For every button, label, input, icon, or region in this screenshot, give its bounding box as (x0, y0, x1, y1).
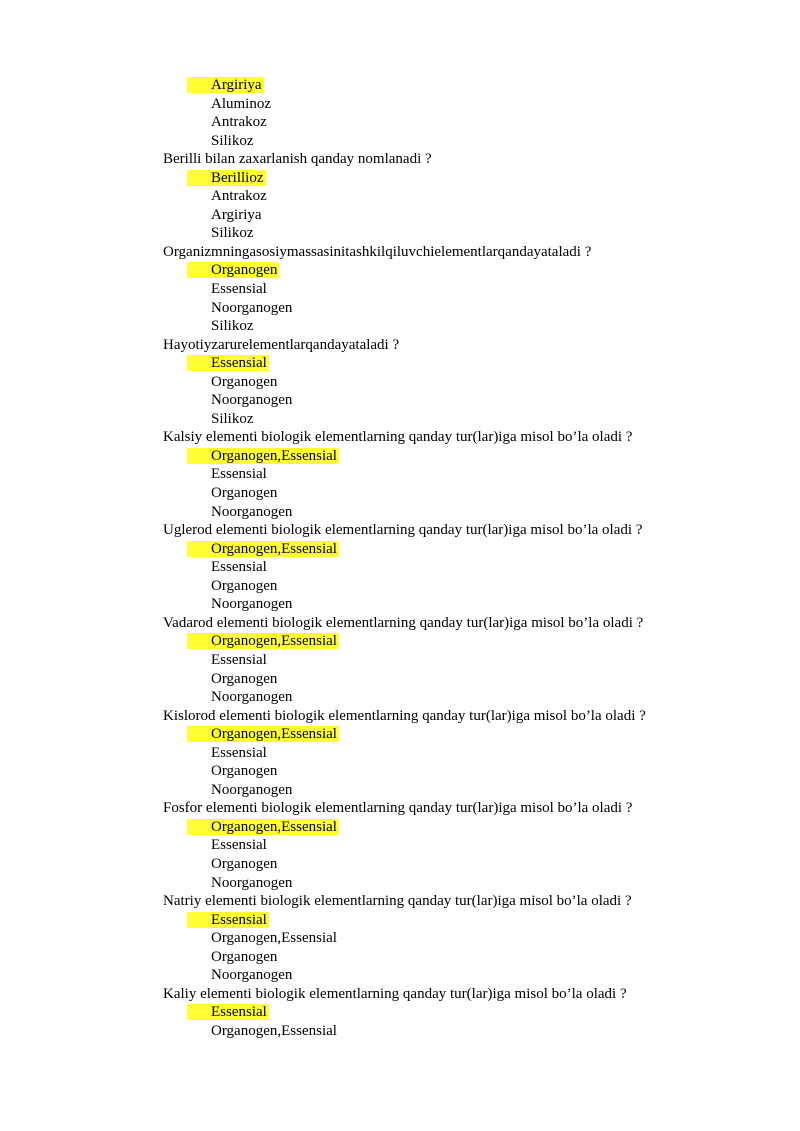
question-text: Fosfor elementi biologik elementlarning qanday tur(lar)iga misol bo’la oladi ? (163, 800, 633, 817)
answer-option: Noorganogen (211, 503, 293, 520)
correct-answer-row (163, 1003, 763, 1022)
highlighted-answer: Berillioz (187, 170, 266, 186)
question-text: Natriy elementi biologik elementlarning qanday tur(lar)iga misol bo’la oladi ? (163, 893, 632, 910)
question-text: Organizmningasosiymassasinitashkilqiluvchielementlarqandayataladi ? (163, 243, 592, 260)
answer-option: Noorganogen (211, 689, 293, 706)
highlighted-answer: Argiriya (187, 77, 264, 93)
answer-option: Silikoz (211, 410, 254, 427)
correct-answer-row (163, 447, 763, 466)
correct-answer-row (163, 76, 763, 95)
answer-option: Essensial (211, 744, 267, 761)
highlighted-answer: Essensial (187, 1004, 269, 1020)
highlighted-answer: Organogen,Essensial (187, 448, 339, 464)
correct-answer-row (163, 540, 763, 559)
answer-option: Organogen (211, 373, 278, 390)
correct-answer-row (163, 725, 763, 744)
highlighted-answer: Organogen,Essensial (187, 541, 339, 557)
question-text: Kalsiy elementi biologik elementlarning qanday tur(lar)iga misol bo’la oladi ? (163, 429, 633, 446)
answer-option: Noorganogen (211, 967, 293, 984)
answer-option: Argiriya (211, 206, 262, 223)
correct-answer-row (163, 632, 763, 651)
highlighted-answer: Essensial (187, 912, 269, 928)
answer-option: Silikoz (211, 225, 254, 242)
highlighted-answer: Organogen,Essensial (187, 726, 339, 742)
answer-option: Organogen (211, 763, 278, 780)
correct-answer-row (163, 911, 763, 930)
answer-option: Aluminoz (211, 95, 271, 112)
answer-option: Noorganogen (211, 596, 293, 613)
answer-option: Organogen (211, 855, 278, 872)
answer-option: Organogen (211, 577, 278, 594)
correct-answer-row (163, 169, 763, 188)
highlighted-answer: Organogen,Essensial (187, 819, 339, 835)
answer-option: Essensial (211, 559, 267, 576)
answer-option: Silikoz (211, 132, 254, 149)
answer-option: Antrakoz (211, 114, 267, 131)
answer-option: Noorganogen (211, 874, 293, 891)
answer-option: Noorganogen (211, 392, 293, 409)
answer-option: Organogen,Essensial (211, 1022, 337, 1039)
answer-option: Noorganogen (211, 299, 293, 316)
question-text: Kislorod elementi biologik elementlarning qanday tur(lar)iga misol bo’la oladi ? (163, 707, 646, 724)
quiz-content (163, 76, 763, 1040)
answer-option: Noorganogen (211, 781, 293, 798)
answer-option: Essensial (211, 466, 267, 483)
highlighted-answer: Organogen (187, 262, 279, 278)
correct-answer-row (163, 354, 763, 373)
question-text: Vadarod elementi biologik elementlarning qanday tur(lar)iga misol bo’la oladi ? (163, 614, 644, 631)
answer-option: Organogen (211, 948, 278, 965)
answer-option: Organogen,Essensial (211, 930, 337, 947)
question-text: Uglerod elementi biologik elementlarning qanday tur(lar)iga misol bo’la oladi ? (163, 522, 643, 539)
highlighted-answer: Organogen,Essensial (187, 633, 339, 649)
answer-option: Essensial (211, 651, 267, 668)
answer-option: Essensial (211, 837, 267, 854)
question-text: Kaliy elementi biologik elementlarning qanday tur(lar)iga misol bo’la oladi ? (163, 985, 627, 1002)
answer-option: Essensial (211, 281, 267, 298)
highlighted-answer: Essensial (187, 355, 269, 371)
question-text: Hayotiyzarurelementlarqandayataladi ? (163, 336, 400, 353)
answer-option: Antrakoz (211, 188, 267, 205)
answer-option: Organogen (211, 670, 278, 687)
correct-answer-row (163, 261, 763, 280)
answer-option: Silikoz (211, 318, 254, 335)
question-text: Berilli bilan zaxarlanish qanday nomlanadi ? (163, 151, 432, 168)
answer-option: Organogen (211, 485, 278, 502)
correct-answer-row (163, 818, 763, 837)
